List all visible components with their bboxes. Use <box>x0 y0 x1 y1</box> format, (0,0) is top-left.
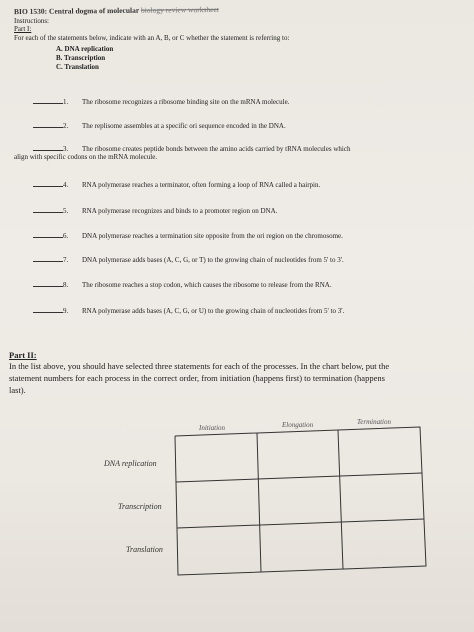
statement-text: DNA polymerase reaches a termination site opposite from the ori region on the chromosome. <box>82 232 343 240</box>
column-header-elongation: Elongation <box>282 421 314 429</box>
statement-text: RNA polymerase reaches a terminator, often forming a loop of RNA called a hairpin. <box>82 181 321 189</box>
statement-text: RNA polymerase recognizes and binds to a promoter region on DNA. <box>82 207 278 215</box>
cell-transcription-initiation[interactable] <box>179 484 257 526</box>
statement-number: 2. <box>63 122 69 130</box>
statement-text: The replisome assembles at a specific ori sequence encoded in the DNA. <box>82 122 286 130</box>
cell-transcription-termination[interactable] <box>342 478 420 520</box>
statement-number: 6. <box>63 232 69 240</box>
column-header-initiation: Initiation <box>199 424 226 432</box>
cell-translation-elongation[interactable] <box>262 527 340 569</box>
row-label-dna-replication: DNA replication <box>104 459 157 468</box>
instructions-label: Instructions: <box>14 17 49 25</box>
cell-translation-termination[interactable] <box>344 524 422 566</box>
statement-number: 9. <box>63 307 69 315</box>
option-c: C. Translation <box>56 63 99 71</box>
part2-label: Part II: <box>9 350 37 360</box>
row-label-translation: Translation <box>126 545 163 554</box>
row-label-transcription: Transcription <box>118 502 162 511</box>
statement-3-continued: align with specific codons on the mRNA molecule. <box>14 153 158 161</box>
part1-intro: For each of the statements below, indicate with an A, B, or C whether the statement is referring to: <box>14 34 290 42</box>
statement-number: 3. <box>63 145 69 153</box>
statement-text: The ribosome recognizes a ribosome binding site on the mRNA molecule. <box>82 98 290 106</box>
part2-line-3: last). <box>9 385 26 395</box>
statement-text: RNA polymerase adds bases (A, C, G, or U) to the growing chain of nucleotides from 5' to 3'. <box>82 307 345 315</box>
statement-number: 7. <box>63 256 69 264</box>
statement-number: 1. <box>63 98 69 106</box>
statement-text: The ribosome creates peptide bonds between the amino acids carried by tRNA molecules which <box>82 145 351 153</box>
option-a: A. DNA replication <box>56 45 114 53</box>
course-title: BIO 1530: Central dogma of molecular <box>13 5 140 17</box>
statement-text: The ribosome reaches a stop codon, which causes the ribosome to release from the RNA. <box>82 281 332 289</box>
part2-line-1: In the list above, you should have selected three statements for each of the processes. In the chart below, put the <box>9 361 390 371</box>
column-header-termination: Termination <box>357 418 391 426</box>
cell-transcription-elongation[interactable] <box>261 481 339 523</box>
statement-number: 5. <box>63 207 69 215</box>
course-title-tail: biology review worksheet <box>140 4 219 15</box>
option-b: B. Transcription <box>56 54 106 62</box>
cell-dna-replication-elongation[interactable] <box>260 435 337 477</box>
statement-number: 4. <box>63 181 69 189</box>
cell-dna-replication-termination[interactable] <box>341 432 419 474</box>
cell-translation-initiation[interactable] <box>180 530 258 572</box>
part2-line-2: statement numbers for each process in the correct order, from initiation (happens first) to termination (happens <box>9 373 385 383</box>
statement-number: 8. <box>63 281 69 289</box>
part1-label: Part I: <box>14 25 32 33</box>
cell-dna-replication-initiation[interactable] <box>178 438 256 480</box>
statement-text: DNA polymerase adds bases (A, C, G, or T) to the growing chain of nucleotides from 5' to 3'. <box>82 256 344 264</box>
